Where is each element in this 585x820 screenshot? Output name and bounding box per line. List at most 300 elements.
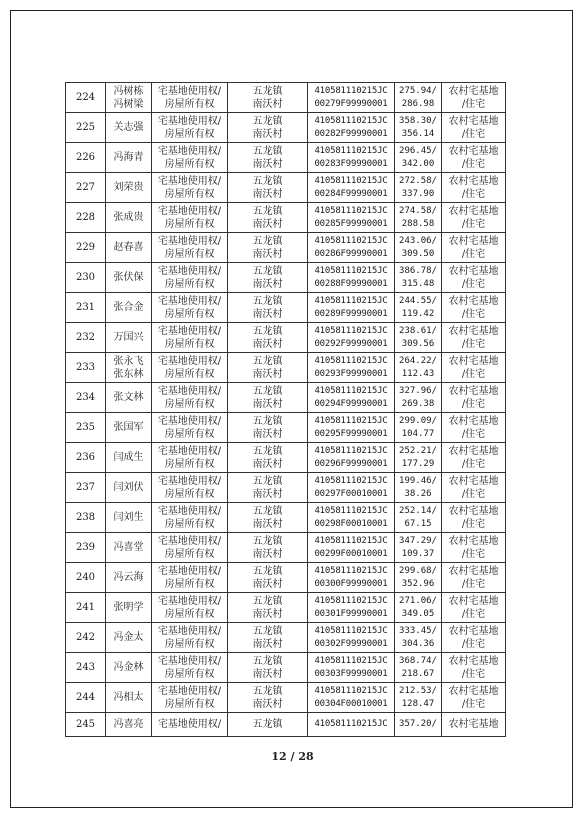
cell-unit-code-line: 410581110215JC — [314, 85, 388, 96]
cell-usage-line: /住宅 — [461, 98, 486, 110]
registry-table-body — [66, 83, 506, 737]
table-row — [66, 113, 506, 143]
cell-right-type-line: 房屋所有权 — [164, 488, 215, 500]
cell-usage — [442, 503, 506, 533]
cell-unit-code-line: 410581110215JC — [314, 175, 388, 186]
table-row — [66, 713, 506, 737]
cell-right-type — [152, 443, 228, 473]
cell-serial-number: 225 — [66, 113, 106, 143]
cell-area-line: 286.98 — [401, 98, 435, 109]
cell-right-type-line: 房屋所有权 — [164, 638, 215, 650]
cell-owner-name — [106, 593, 152, 623]
table-row — [66, 443, 506, 473]
cell-usage-line: 农村宅基地 — [448, 85, 499, 97]
cell-owner-name — [106, 173, 152, 203]
cell-owner-name-line: 冯树梁 — [113, 98, 144, 110]
table-row — [66, 383, 506, 413]
cell-unit-code — [308, 713, 395, 737]
cell-area-line: 128.47 — [401, 698, 435, 709]
cell-location — [228, 473, 308, 503]
cell-serial-number: 227 — [66, 173, 106, 203]
cell-usage-line: 农村宅基地 — [448, 295, 499, 307]
cell-right-type-line: 宅基地使用权/ — [157, 265, 222, 277]
cell-location-line: 五龙镇 — [252, 325, 283, 337]
cell-usage-line: 农村宅基地 — [448, 475, 499, 487]
cell-unit-code-line: 00298F00010001 — [314, 518, 388, 529]
cell-owner-name-line: 赵春喜 — [113, 242, 144, 253]
cell-area — [395, 503, 442, 533]
cell-usage-line: /住宅 — [461, 308, 486, 320]
cell-right-type-line: 房屋所有权 — [164, 668, 215, 680]
cell-owner-name-line: 关志强 — [113, 122, 144, 133]
cell-location-line: 五龙镇 — [252, 85, 283, 97]
cell-location-line: 五龙镇 — [252, 265, 283, 277]
cell-area — [395, 593, 442, 623]
cell-area — [395, 473, 442, 503]
cell-unit-code-line: 410581110215JC — [314, 475, 388, 486]
cell-right-type-line: 宅基地使用权/ — [157, 385, 222, 397]
cell-right-type — [152, 533, 228, 563]
cell-location — [228, 173, 308, 203]
table-row — [66, 533, 506, 563]
cell-serial-number: 229 — [66, 233, 106, 263]
cell-location-line: 五龙镇 — [252, 565, 283, 577]
cell-usage-line: 农村宅基地 — [448, 445, 499, 457]
cell-area-line: 327.96/ — [399, 385, 437, 396]
cell-unit-code-line: 410581110215JC — [314, 565, 388, 576]
cell-location — [228, 653, 308, 683]
cell-unit-code — [308, 683, 395, 713]
cell-location-line: 南沃村 — [252, 218, 283, 230]
cell-area-line: 309.56 — [401, 338, 435, 349]
cell-area — [395, 653, 442, 683]
cell-usage — [442, 203, 506, 233]
cell-owner-name — [106, 323, 152, 353]
cell-usage — [442, 443, 506, 473]
cell-usage — [442, 413, 506, 443]
table-row — [66, 683, 506, 713]
cell-serial-number: 224 — [66, 83, 106, 113]
cell-unit-code — [308, 83, 395, 113]
cell-usage — [442, 173, 506, 203]
cell-right-type-line: 房屋所有权 — [164, 218, 215, 230]
cell-unit-code-line: 00297F00010001 — [314, 488, 388, 499]
cell-owner-name — [106, 533, 152, 563]
cell-area — [395, 683, 442, 713]
cell-owner-name-line: 张永飞 — [113, 355, 144, 367]
table-row — [66, 593, 506, 623]
cell-area — [395, 143, 442, 173]
cell-right-type — [152, 143, 228, 173]
cell-usage — [442, 713, 506, 737]
cell-right-type-line: 房屋所有权 — [164, 428, 215, 440]
cell-area — [395, 293, 442, 323]
table-row — [66, 503, 506, 533]
cell-owner-name-line: 张伏保 — [113, 272, 144, 283]
cell-right-type-line: 宅基地使用权/ — [157, 205, 222, 217]
cell-unit-code-line: 410581110215JC — [314, 325, 388, 336]
cell-usage-line: /住宅 — [461, 188, 486, 200]
cell-area-line: 349.05 — [401, 608, 435, 619]
registry-table — [65, 82, 506, 737]
cell-area-line: 315.48 — [401, 278, 435, 289]
cell-right-type — [152, 653, 228, 683]
cell-right-type-line: 宅基地使用权/ — [157, 719, 222, 730]
cell-location — [228, 443, 308, 473]
table-row — [66, 413, 506, 443]
cell-usage-line: 农村宅基地 — [448, 265, 499, 277]
cell-location-line: 南沃村 — [252, 488, 283, 500]
cell-unit-code-line: 00285F99990001 — [314, 218, 388, 229]
cell-usage-line: /住宅 — [461, 428, 486, 440]
cell-unit-code-line: 00293F99990001 — [314, 368, 388, 379]
cell-unit-code-line: 00283F99990001 — [314, 158, 388, 169]
cell-owner-name — [106, 473, 152, 503]
cell-location — [228, 683, 308, 713]
cell-right-type-line: 房屋所有权 — [164, 698, 215, 710]
cell-right-type-line: 宅基地使用权/ — [157, 535, 222, 547]
cell-right-type-line: 宅基地使用权/ — [157, 655, 222, 667]
cell-location-line: 五龙镇 — [252, 535, 283, 547]
cell-usage-line: /住宅 — [461, 368, 486, 380]
cell-area-line: 356.14 — [401, 128, 435, 139]
cell-owner-name-line: 张国军 — [113, 422, 144, 433]
table-row — [66, 323, 506, 353]
cell-location — [228, 233, 308, 263]
cell-unit-code-line: 00300F99990001 — [314, 578, 388, 589]
cell-owner-name — [106, 143, 152, 173]
cell-location-line: 五龙镇 — [252, 385, 283, 397]
cell-usage-line: 农村宅基地 — [448, 535, 499, 547]
cell-unit-code — [308, 353, 395, 383]
cell-usage-line: 农村宅基地 — [448, 719, 499, 730]
cell-right-type — [152, 713, 228, 737]
cell-area-line: 304.36 — [401, 638, 435, 649]
cell-right-type — [152, 593, 228, 623]
cell-right-type-line: 房屋所有权 — [164, 548, 215, 560]
cell-location-line: 南沃村 — [252, 668, 283, 680]
cell-location-line: 南沃村 — [252, 608, 283, 620]
cell-usage — [442, 83, 506, 113]
cell-unit-code-line: 00282F99990001 — [314, 128, 388, 139]
cell-area-line: 112.43 — [401, 368, 435, 379]
cell-usage — [442, 233, 506, 263]
cell-area-line: 212.53/ — [399, 685, 437, 696]
cell-location-line: 五龙镇 — [252, 445, 283, 457]
cell-serial-number: 228 — [66, 203, 106, 233]
cell-right-type-line: 房屋所有权 — [164, 518, 215, 530]
cell-area-line: 119.42 — [401, 308, 435, 319]
cell-owner-name — [106, 293, 152, 323]
cell-location — [228, 383, 308, 413]
cell-unit-code — [308, 203, 395, 233]
cell-unit-code-line: 410581110215JC — [314, 205, 388, 216]
cell-area-line: 38.26 — [404, 488, 432, 499]
cell-location-line: 五龙镇 — [252, 685, 283, 697]
cell-right-type — [152, 503, 228, 533]
cell-owner-name — [106, 623, 152, 653]
cell-unit-code-line: 410581110215JC — [314, 295, 388, 306]
cell-area-line: 199.46/ — [399, 475, 437, 486]
cell-owner-name-line: 张合金 — [113, 302, 144, 313]
cell-unit-code — [308, 263, 395, 293]
cell-serial-number: 233 — [66, 353, 106, 383]
cell-owner-name — [106, 503, 152, 533]
cell-area-line: 275.94/ — [399, 85, 437, 96]
cell-unit-code — [308, 533, 395, 563]
cell-usage-line: 农村宅基地 — [448, 355, 499, 367]
cell-owner-name — [106, 383, 152, 413]
cell-unit-code-line: 410581110215JC — [314, 115, 388, 126]
cell-area-line: 252.21/ — [399, 445, 437, 456]
cell-unit-code-line: 00294F99990001 — [314, 398, 388, 409]
cell-location-line: 五龙镇 — [252, 145, 283, 157]
cell-usage-line: 农村宅基地 — [448, 175, 499, 187]
cell-right-type — [152, 623, 228, 653]
cell-area-line: 269.38 — [401, 398, 435, 409]
cell-usage-line: /住宅 — [461, 608, 486, 620]
cell-right-type-line: 房屋所有权 — [164, 338, 215, 350]
cell-unit-code — [308, 623, 395, 653]
cell-area-line: 309.50 — [401, 248, 435, 259]
cell-unit-code-line: 410581110215JC — [314, 265, 388, 276]
cell-serial-number: 240 — [66, 563, 106, 593]
cell-location-line: 五龙镇 — [252, 595, 283, 607]
table-row — [66, 263, 506, 293]
cell-location-line: 南沃村 — [252, 248, 283, 260]
cell-usage-line: /住宅 — [461, 218, 486, 230]
cell-usage-line: /住宅 — [461, 278, 486, 290]
cell-unit-code-line: 410581110215JC — [314, 655, 388, 666]
cell-unit-code-line: 410581110215JC — [314, 445, 388, 456]
cell-area — [395, 413, 442, 443]
cell-owner-name — [106, 113, 152, 143]
cell-owner-name — [106, 563, 152, 593]
cell-area-line: 109.37 — [401, 548, 435, 559]
cell-area-line: 342.00 — [401, 158, 435, 169]
cell-usage-line: /住宅 — [461, 548, 486, 560]
cell-usage — [442, 563, 506, 593]
cell-area — [395, 563, 442, 593]
cell-right-type-line: 宅基地使用权/ — [157, 685, 222, 697]
table-row — [66, 653, 506, 683]
cell-owner-name — [106, 353, 152, 383]
cell-area-line: 386.78/ — [399, 265, 437, 276]
cell-location — [228, 503, 308, 533]
cell-owner-name-line: 万国兴 — [113, 332, 144, 343]
cell-usage-line: /住宅 — [461, 638, 486, 650]
cell-unit-code-line: 410581110215JC — [314, 595, 388, 606]
cell-usage-line: 农村宅基地 — [448, 325, 499, 337]
cell-right-type — [152, 353, 228, 383]
table-row — [66, 563, 506, 593]
cell-area-line: 358.30/ — [399, 115, 437, 126]
cell-owner-name-line: 闫刘伏 — [113, 482, 144, 493]
cell-location — [228, 263, 308, 293]
cell-usage — [442, 263, 506, 293]
cell-usage-line: /住宅 — [461, 158, 486, 170]
cell-area-line: 357.20/ — [399, 719, 437, 729]
cell-area-line: 288.58 — [401, 218, 435, 229]
cell-unit-code-line: 00299F00010001 — [314, 548, 388, 559]
cell-unit-code — [308, 293, 395, 323]
cell-area-line: 244.55/ — [399, 295, 437, 306]
cell-right-type — [152, 563, 228, 593]
cell-owner-name — [106, 413, 152, 443]
cell-location-line: 南沃村 — [252, 398, 283, 410]
cell-usage — [442, 143, 506, 173]
cell-location-line: 五龙镇 — [252, 625, 283, 637]
cell-right-type-line: 房屋所有权 — [164, 368, 215, 380]
cell-unit-code-line: 00296F99990001 — [314, 458, 388, 469]
cell-usage — [442, 683, 506, 713]
cell-usage-line: 农村宅基地 — [448, 505, 499, 517]
cell-right-type-line: 房屋所有权 — [164, 188, 215, 200]
cell-area — [395, 533, 442, 563]
cell-serial-number: 241 — [66, 593, 106, 623]
cell-usage-line: /住宅 — [461, 128, 486, 140]
cell-location-line: 五龙镇 — [252, 505, 283, 517]
cell-location-line: 五龙镇 — [252, 655, 283, 667]
cell-area-line: 252.14/ — [399, 505, 437, 516]
cell-owner-name-line: 张文林 — [113, 392, 144, 403]
cell-right-type-line: 房屋所有权 — [164, 458, 215, 470]
cell-owner-name-line: 刘荣贵 — [113, 182, 144, 193]
cell-location — [228, 113, 308, 143]
cell-right-type-line: 房屋所有权 — [164, 578, 215, 590]
cell-right-type — [152, 473, 228, 503]
cell-area-line: 299.09/ — [399, 415, 437, 426]
cell-usage-line: /住宅 — [461, 518, 486, 530]
cell-area-line: 274.58/ — [399, 205, 437, 216]
cell-area — [395, 173, 442, 203]
cell-location — [228, 533, 308, 563]
cell-unit-code — [308, 473, 395, 503]
cell-area-line: 238.61/ — [399, 325, 437, 336]
table-row — [66, 143, 506, 173]
cell-usage-line: /住宅 — [461, 338, 486, 350]
cell-location-line: 五龙镇 — [252, 295, 283, 307]
cell-owner-name-line: 冯金林 — [113, 662, 144, 673]
cell-owner-name — [106, 683, 152, 713]
cell-right-type-line: 宅基地使用权/ — [157, 145, 222, 157]
table-row — [66, 233, 506, 263]
cell-location — [228, 203, 308, 233]
cell-usage-line: 农村宅基地 — [448, 565, 499, 577]
cell-usage-line: 农村宅基地 — [448, 595, 499, 607]
cell-location — [228, 323, 308, 353]
cell-right-type-line: 宅基地使用权/ — [157, 235, 222, 247]
cell-owner-name-line: 闫刘生 — [113, 512, 144, 523]
cell-right-type-line: 宅基地使用权/ — [157, 625, 222, 637]
cell-area-line: 368.74/ — [399, 655, 437, 666]
cell-right-type — [152, 323, 228, 353]
cell-owner-name — [106, 443, 152, 473]
cell-right-type-line: 房屋所有权 — [164, 248, 215, 260]
cell-usage-line: 农村宅基地 — [448, 115, 499, 127]
cell-area — [395, 713, 442, 737]
cell-serial-number: 244 — [66, 683, 106, 713]
cell-location-line: 南沃村 — [252, 518, 283, 530]
cell-location-line: 五龙镇 — [252, 719, 283, 730]
table-row — [66, 353, 506, 383]
cell-area-line: 67.15 — [404, 518, 432, 529]
cell-location-line: 南沃村 — [252, 638, 283, 650]
cell-location-line: 南沃村 — [252, 428, 283, 440]
cell-area-line: 272.58/ — [399, 175, 437, 186]
cell-unit-code-line: 410581110215JC — [314, 145, 388, 156]
cell-right-type-line: 宅基地使用权/ — [157, 505, 222, 517]
cell-unit-code-line: 00302F99990001 — [314, 638, 388, 649]
cell-area — [395, 233, 442, 263]
cell-serial-number: 237 — [66, 473, 106, 503]
cell-right-type — [152, 413, 228, 443]
cell-location-line: 南沃村 — [252, 278, 283, 290]
cell-right-type — [152, 113, 228, 143]
cell-unit-code-line: 410581110215JC — [314, 535, 388, 546]
cell-right-type-line: 房屋所有权 — [164, 398, 215, 410]
cell-unit-code-line: 410581110215JC — [314, 505, 388, 516]
cell-right-type-line: 房屋所有权 — [164, 308, 215, 320]
cell-right-type — [152, 233, 228, 263]
cell-usage-line: /住宅 — [461, 578, 486, 590]
cell-right-type-line: 房屋所有权 — [164, 128, 215, 140]
cell-right-type-line: 宅基地使用权/ — [157, 295, 222, 307]
cell-unit-code-line: 00303F99990001 — [314, 668, 388, 679]
cell-right-type — [152, 383, 228, 413]
cell-serial-number: 242 — [66, 623, 106, 653]
cell-unit-code-line: 410581110215JC — [314, 625, 388, 636]
cell-location — [228, 143, 308, 173]
cell-serial-number: 236 — [66, 443, 106, 473]
cell-right-type-line: 房屋所有权 — [164, 98, 215, 110]
cell-unit-code — [308, 143, 395, 173]
cell-right-type — [152, 263, 228, 293]
cell-owner-name-line: 冯树栋 — [113, 85, 144, 97]
table-row — [66, 203, 506, 233]
cell-location-line: 五龙镇 — [252, 115, 283, 127]
cell-owner-name-line: 冯海青 — [113, 152, 144, 163]
cell-right-type-line: 宅基地使用权/ — [157, 325, 222, 337]
cell-area — [395, 83, 442, 113]
cell-unit-code — [308, 443, 395, 473]
cell-usage — [442, 353, 506, 383]
table-row — [66, 173, 506, 203]
cell-location-line: 五龙镇 — [252, 475, 283, 487]
cell-right-type — [152, 293, 228, 323]
cell-area — [395, 323, 442, 353]
cell-usage-line: /住宅 — [461, 488, 486, 500]
cell-serial-number: 231 — [66, 293, 106, 323]
cell-right-type — [152, 173, 228, 203]
cell-usage — [442, 113, 506, 143]
cell-area-line: 264.22/ — [399, 355, 437, 366]
cell-location — [228, 293, 308, 323]
cell-right-type-line: 宅基地使用权/ — [157, 115, 222, 127]
cell-unit-code-line: 00292F99990001 — [314, 338, 388, 349]
cell-location — [228, 353, 308, 383]
cell-right-type-line: 宅基地使用权/ — [157, 175, 222, 187]
cell-right-type-line: 宅基地使用权/ — [157, 475, 222, 487]
cell-unit-code-line: 410581110215JC — [314, 685, 388, 696]
cell-owner-name-line: 冯云海 — [113, 572, 144, 583]
cell-unit-code — [308, 173, 395, 203]
cell-usage — [442, 653, 506, 683]
cell-serial-number: 235 — [66, 413, 106, 443]
cell-unit-code — [308, 503, 395, 533]
cell-area-line: 299.68/ — [399, 565, 437, 576]
cell-usage — [442, 473, 506, 503]
